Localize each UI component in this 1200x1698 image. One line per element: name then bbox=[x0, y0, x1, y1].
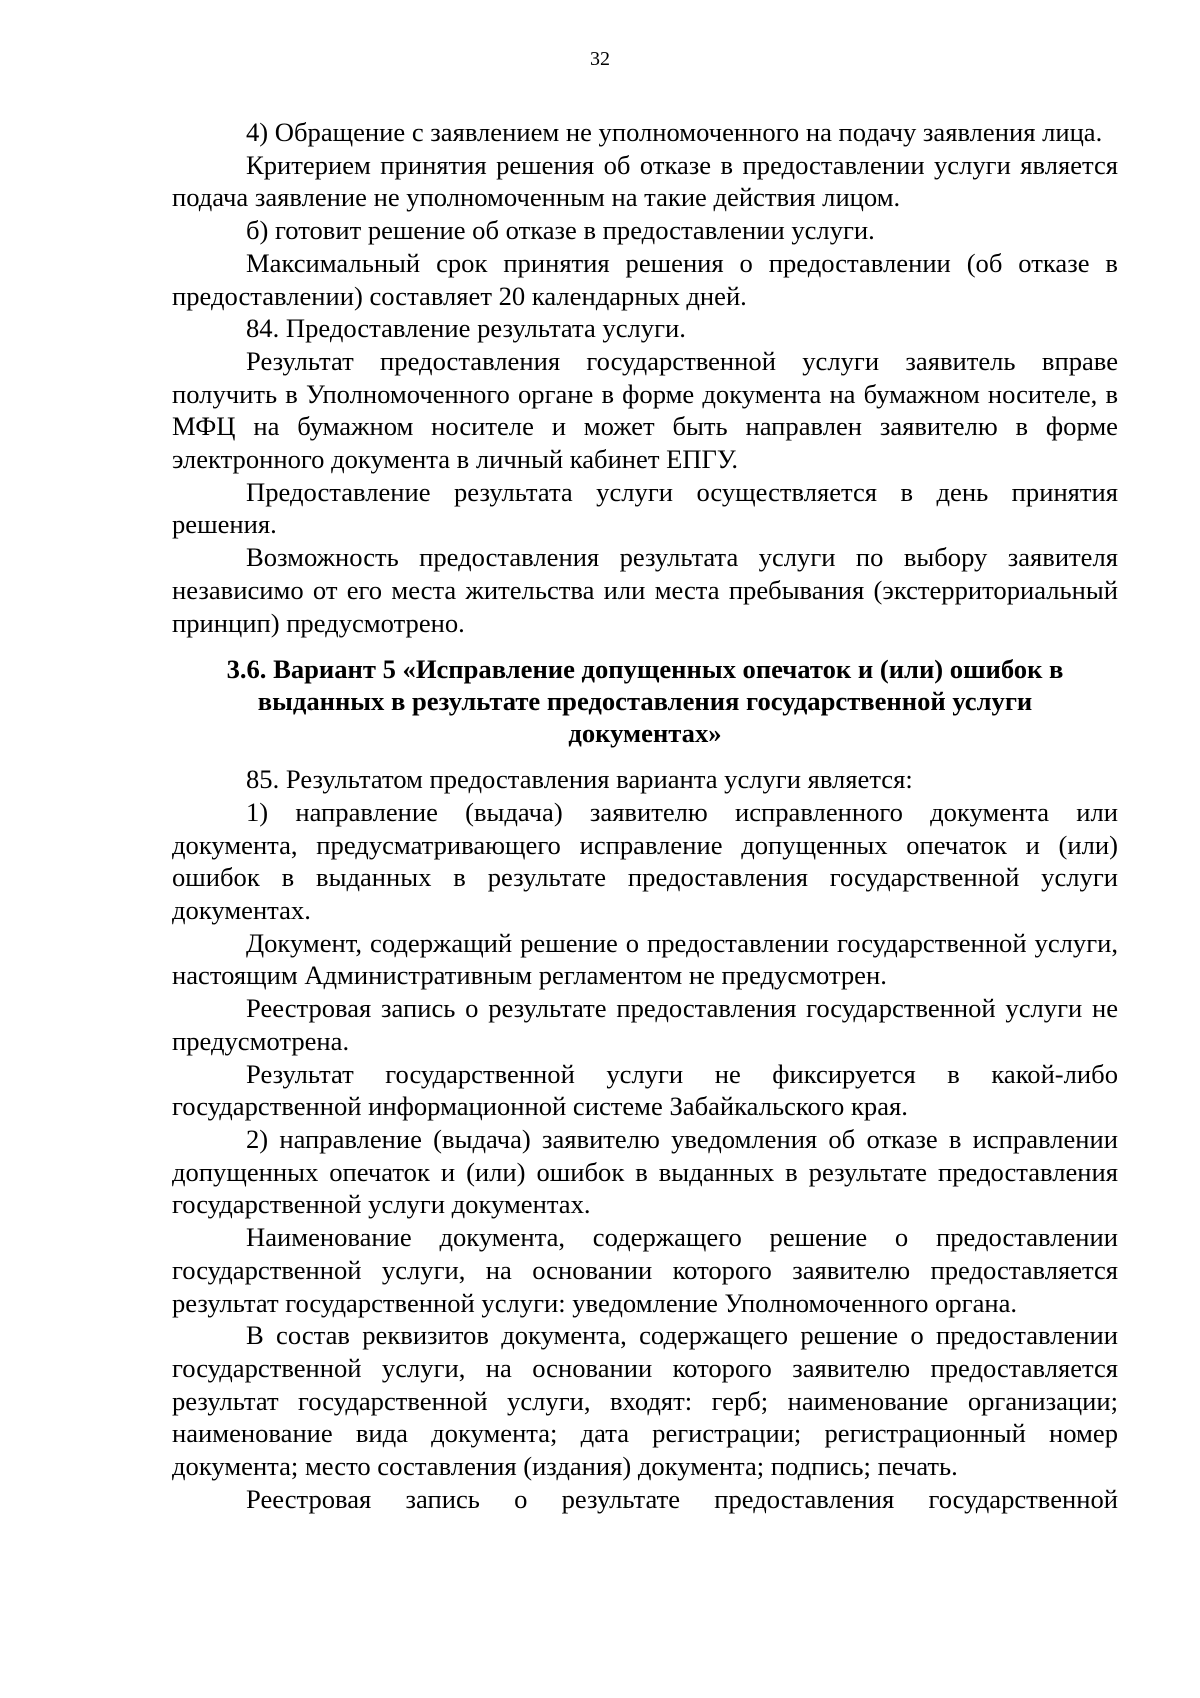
paragraph: Возможность предоставления результата услуги по выбору заявителя независимо от его места жительства или места пребывания (экстерриториальный принцип) предусмотрено. bbox=[172, 542, 1118, 638]
paragraph: Реестровая запись о результате предоставления государственной услуги не предусмотрена. bbox=[172, 993, 1118, 1056]
section-heading: 3.6. Вариант 5 «Исправление допущенных опечаток и (или) ошибок в выданных в результате предоставления государственной услуги документах» bbox=[226, 654, 1064, 749]
paragraph: 85. Результатом предоставления варианта услуги является: bbox=[246, 764, 913, 795]
paragraph: Максимальный срок принятия решения о предоставлении (об отказе в предоставлении) составляет 20 календарных дней. bbox=[172, 247, 1118, 311]
paragraph: Предоставление результата услуги осуществляется в день принятия решения. bbox=[172, 476, 1118, 540]
paragraph: Наименование документа, содержащего решение о предоставлении государственной услуги, на основании которого заявителю предоставляется результат государственной услуги: уведомление Уполномоченного органа. bbox=[172, 1222, 1118, 1318]
document-body bbox=[172, 116, 1118, 1515]
paragraph: Результат государственной услуги не фиксируется в какой-либо государственной информационной системе Забайкальского края. bbox=[172, 1058, 1118, 1122]
page-number: 32 bbox=[590, 48, 610, 70]
paragraph: 4) Обращение с заявлением не уполномоченного на подачу заявления лица. bbox=[246, 117, 1103, 147]
paragraph: В состав реквизитов документа, содержащего решение о предоставлении государственной услуги, на основании которого заявителю предоставляется результат государственной услуги, входят: герб; наименование организации; наименование вида документа; дата регистрации; регистрационный номер документа; место составления (издания) документа; подпись; печать. bbox=[172, 1320, 1118, 1482]
paragraph: Результат предоставления государственной услуги заявитель вправе получить в Уполномоченного органе в форме документа на бумажном носителе, в МФЦ на бумажном носителе и может быть направлен заявителю в форме электронного документа в личный кабинет ЕПГУ. bbox=[172, 345, 1118, 475]
paragraph: 1) направление (выдача) заявителю исправленного документа или документа, предусматривающего исправление допущенных опечаток и (или) ошибок в выданных в результате предоставления государственной услуги документах. bbox=[172, 796, 1118, 926]
paragraph: Документ, содержащий решение о предоставлении государственной услуги, настоящим Административным регламентом не предусмотрен. bbox=[172, 927, 1118, 991]
paragraph: 84. Предоставление результата услуги. bbox=[246, 313, 686, 344]
paragraph: 2) направление (выдача) заявителю уведомления об отказе в исправлении допущенных опечаток и (или) ошибок в выданных в результате предоставления государственной услуги документах. bbox=[172, 1123, 1118, 1220]
paragraph: Реестровая запись о результате предоставления государственной bbox=[246, 1483, 1118, 1514]
paragraph: Критерием принятия решения об отказе в предоставлении услуги является подача заявление не уполномоченным на такие действия лицом. bbox=[172, 149, 1118, 213]
paragraph: б) готовит решение об отказе в предоставлении услуги. bbox=[246, 215, 875, 246]
